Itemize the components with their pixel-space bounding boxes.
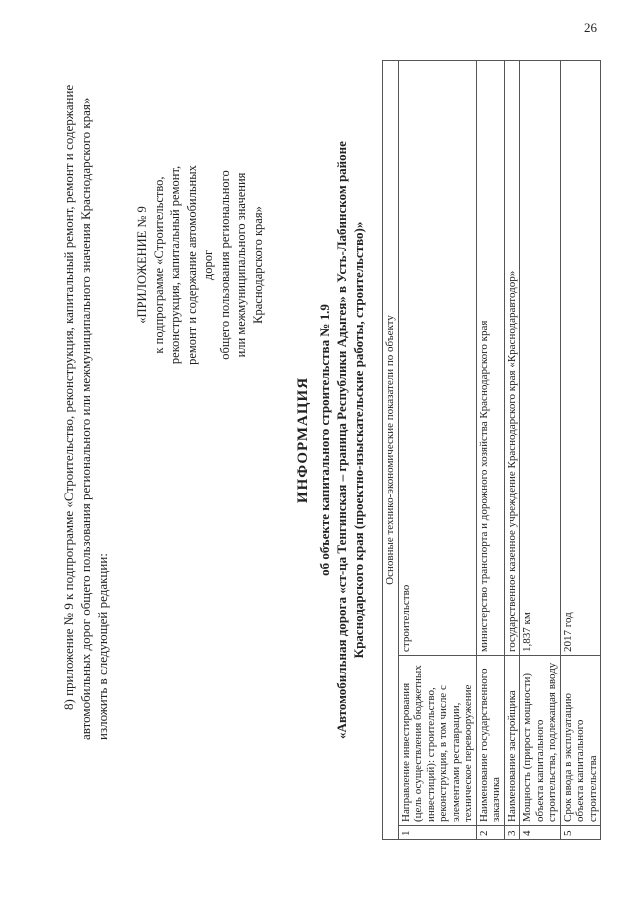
row-label: Направление инвестирования (цель осуществления бюджетных инвестиций): строительство, реконструкция, в том числе с элементами реставрации, техническое перевооружение	[398, 656, 476, 826]
row-label: Мощность (прирост мощности) объекта капитального строительства, подлежащая вводу	[520, 656, 561, 826]
info-subtitle-line-1: об объекте капитального строительства № 1.9	[317, 304, 332, 576]
parameters-table	[382, 60, 601, 840]
intro-line-1: 8) приложение № 9 к подпрограмме «Строительство, реконструкция, капитальный ремонт, ремонт и содержание	[61, 84, 76, 710]
appendix-line: реконструкция, капитальный ремонт,	[168, 165, 182, 365]
rotated-page-content	[60, 40, 599, 840]
info-subtitle-line-2: «Автомобильная дорога «ст-ца Тенгинская – граница Республики Адыгея» в Усть-Лабинском районе	[334, 141, 349, 739]
table-row	[398, 61, 476, 840]
table-row	[504, 61, 520, 840]
intro-line-2: автомобильных дорог общего пользования регионального или межмуниципального значения Краснодарского края»	[78, 97, 93, 740]
info-subtitle	[316, 40, 367, 840]
info-subtitle-line-3: Краснодарского края (проектно-изыскательские работы, строительство)»	[351, 221, 366, 659]
row-number: 3	[504, 826, 520, 840]
row-value: строительство	[398, 61, 476, 656]
intro-paragraph	[60, 60, 111, 740]
table-row	[520, 61, 561, 840]
row-value: государственное казенное учреждение Краснодарского края «Краснодаравтодор»	[504, 61, 520, 656]
appendix-line: к подпрограмме «Строительство,	[151, 176, 166, 354]
row-label: Наименование застройщика	[504, 656, 520, 826]
row-number: 2	[476, 826, 504, 840]
appendix-line: общего пользования регионального	[217, 170, 232, 360]
row-number: 1	[398, 826, 476, 840]
intro-line-3: изложить в следующей редакции:	[95, 553, 110, 740]
appendix-line: или межмуниципального значения	[234, 172, 248, 358]
appendix-line: Краснодарского края»	[250, 206, 265, 324]
row-number: 4	[520, 826, 561, 840]
row-number: 5	[560, 826, 601, 840]
info-title: ИНФОРМАЦИЯ	[295, 376, 311, 504]
table-row	[476, 61, 504, 840]
appendix-line: ремонт и содержание автомобильных дорог	[184, 165, 215, 365]
table-header: Основные технико-экономические показатели по объекту	[383, 61, 399, 840]
table-row	[560, 61, 601, 840]
appendix-title: «ПРИЛОЖЕНИЕ № 9	[135, 206, 149, 324]
appendix-block	[134, 150, 266, 380]
row-value: 1,837 км	[520, 61, 561, 656]
row-label: Срок ввода в эксплуатацию объекта капитального строительства	[560, 656, 601, 826]
row-value: 2017 год	[560, 61, 601, 656]
row-label: Наименование государственного заказчика	[476, 656, 504, 826]
table-header-row	[383, 61, 399, 840]
page-number: 26	[584, 20, 597, 35]
row-value: министерство транспорта и дорожного хозяйства Краснодарского края	[476, 61, 504, 656]
